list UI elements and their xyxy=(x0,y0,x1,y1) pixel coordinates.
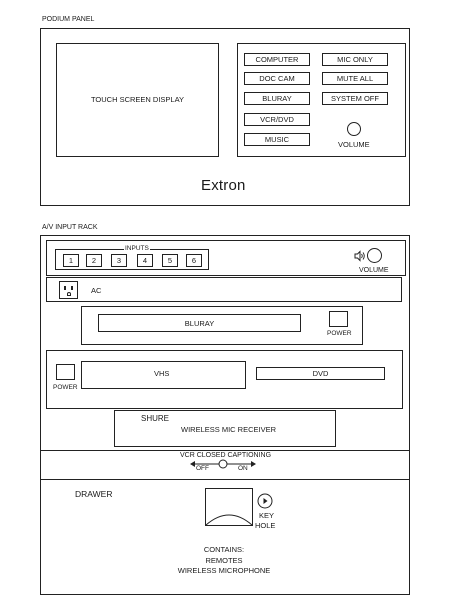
dvd-label: DVD xyxy=(312,369,329,378)
vhs-tape-slot[interactable] xyxy=(81,361,246,389)
bluray-power-button[interactable] xyxy=(329,311,348,327)
bluray-player xyxy=(81,306,363,345)
cc-divider-top xyxy=(41,450,409,451)
input-switcher-row xyxy=(46,240,406,276)
drawer-contents-heading: CONTAINS: xyxy=(203,545,245,554)
speaker-icon xyxy=(354,250,366,262)
cc-divider-bottom xyxy=(41,479,409,480)
wireless-mic-receiver xyxy=(114,410,336,447)
input-1-button[interactable]: 1 xyxy=(63,254,79,267)
inputs-label: INPUTS xyxy=(125,245,149,252)
vcr-dvd-button[interactable]: VCR/DVD xyxy=(244,113,310,126)
input-2-button[interactable]: 2 xyxy=(86,254,102,267)
shure-brand-label: SHURE xyxy=(141,414,170,423)
rack-section-label: A/V INPUT RACK xyxy=(42,224,98,231)
vcr-power-label: POWER xyxy=(53,384,78,391)
touch-screen-label: TOUCH SCREEN DISPLAY xyxy=(90,95,185,105)
drawer-label: DRAWER xyxy=(75,489,113,499)
vcr-power-button[interactable] xyxy=(56,364,75,380)
ac-label: AC xyxy=(91,286,102,295)
ac-outlet-icon xyxy=(59,281,78,299)
cc-on-label: ON xyxy=(238,465,248,472)
input-3-button[interactable]: 3 xyxy=(111,254,127,267)
drawer-handle[interactable] xyxy=(205,488,253,526)
podium-panel xyxy=(40,28,410,206)
music-button[interactable]: MUSIC xyxy=(244,133,310,146)
control-button-group xyxy=(237,43,406,157)
brand-logo: Extron xyxy=(201,177,246,194)
input-buttons-group xyxy=(55,245,209,270)
ac-power-strip xyxy=(46,277,402,302)
volume-knob-icon[interactable] xyxy=(347,122,361,136)
av-rack xyxy=(40,235,410,595)
cc-toggle-switch[interactable] xyxy=(189,458,257,472)
keyhole-label-key: KEY xyxy=(259,511,275,520)
drawer-contents-item: REMOTES xyxy=(205,555,243,565)
vcr-dvd-player xyxy=(46,350,403,409)
bluray-button[interactable]: BLURAY xyxy=(244,92,310,105)
mute-all-button[interactable]: MUTE ALL xyxy=(322,72,388,85)
input-5-button[interactable]: 5 xyxy=(162,254,178,267)
touch-screen-display xyxy=(56,43,219,157)
rack-volume-label: VOLUME xyxy=(359,267,389,274)
dvd-disc-tray[interactable] xyxy=(256,367,385,380)
system-off-button[interactable]: SYSTEM OFF xyxy=(322,92,388,105)
cc-label: VCR CLOSED CAPTIONING xyxy=(180,452,272,459)
keyhole-label-hole: HOLE xyxy=(255,521,276,530)
vhs-label: VHS xyxy=(154,369,170,378)
doc-cam-button[interactable]: DOC CAM xyxy=(244,72,310,85)
input-6-button[interactable]: 6 xyxy=(186,254,202,267)
drawer-contents-item: WIRELESS MICROPHONE xyxy=(177,566,271,575)
wireless-receiver-label: WIRELESS MIC RECEIVER xyxy=(181,425,277,434)
computer-button[interactable]: COMPUTER xyxy=(244,53,310,66)
bluray-disc-tray[interactable] xyxy=(98,314,301,332)
rack-volume-knob-icon[interactable] xyxy=(367,248,382,263)
bluray-tray-label: BLURAY xyxy=(184,318,215,328)
podium-volume-label: VOLUME xyxy=(338,140,370,149)
mic-only-button[interactable]: MIC ONLY xyxy=(322,53,388,66)
drawer-contents-list xyxy=(149,545,299,577)
keyhole-icon[interactable] xyxy=(257,493,273,509)
input-4-button[interactable]: 4 xyxy=(137,254,153,267)
cc-off-label: OFF xyxy=(196,465,209,472)
podium-section-label: PODIUM PANEL xyxy=(42,16,95,23)
bluray-power-label: POWER xyxy=(327,330,352,337)
